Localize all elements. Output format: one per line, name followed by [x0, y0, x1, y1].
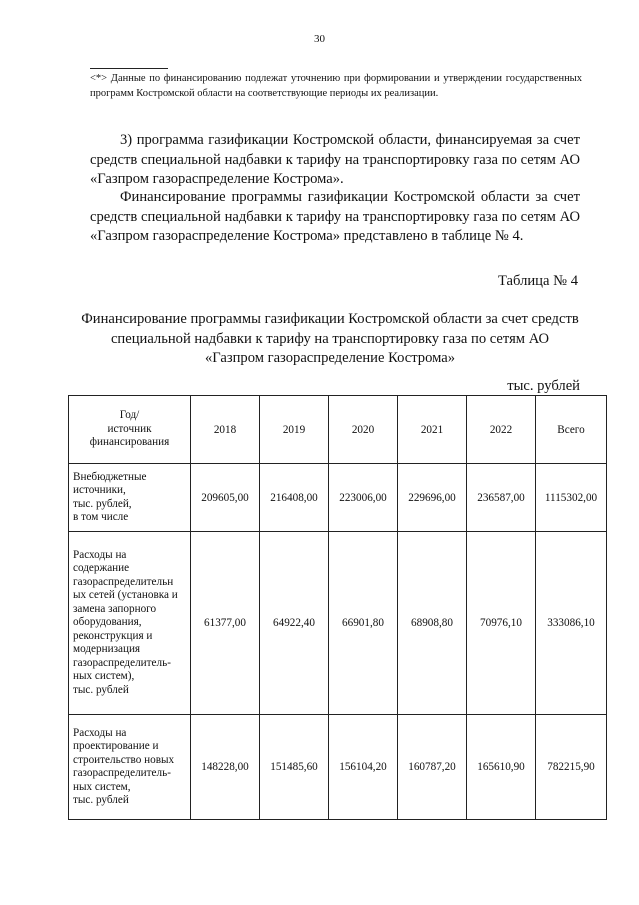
- cell-value: 156104,20: [329, 715, 398, 820]
- cell-value: 165610,90: [467, 715, 536, 820]
- header-source-line: Год/: [119, 409, 140, 422]
- table-row: [69, 715, 607, 820]
- header-source-cell: [69, 396, 191, 464]
- cell-value-total: 782215,90: [536, 715, 607, 820]
- cell-value: 61377,00: [191, 532, 260, 715]
- row-label-line: Расходы на: [73, 548, 127, 561]
- row-label-line: тыс. рублей: [73, 683, 129, 696]
- cell-value: 236587,00: [467, 464, 536, 532]
- cell-value: 68908,80: [398, 532, 467, 715]
- table-label: Таблица № 4: [498, 273, 578, 289]
- row-label-line: источники,: [73, 484, 126, 496]
- cell-value: 216408,00: [260, 464, 329, 532]
- row-label-line: ных систем,: [73, 780, 131, 793]
- footnote-rule: [90, 68, 168, 69]
- row-label-line: газораспределительн: [73, 575, 174, 588]
- cell-value: 209605,00: [191, 464, 260, 532]
- row-label-line: замена запорного: [73, 602, 157, 615]
- units-label: тыс. рублей: [507, 378, 580, 394]
- paragraph-financing: [90, 188, 580, 247]
- cell-value: 223006,00: [329, 464, 398, 532]
- row-label-construction: [69, 715, 191, 820]
- row-label-line: оборудования,: [73, 616, 142, 629]
- cell-value: 148228,00: [191, 715, 260, 820]
- header-year-2019: 2019: [260, 396, 329, 464]
- page-number: 30: [314, 33, 325, 45]
- table-row: [69, 532, 607, 715]
- paragraph-financing-text: Финансирование программы газификации Костромской области за счет средств специальной надбавки к тарифу на транспортировку газа по сетям АО «Газпром газораспределение Кострома» представлено в таблице № 4.: [90, 189, 580, 244]
- row-label-line: тыс. рублей: [73, 794, 129, 806]
- financing-table: [68, 395, 607, 820]
- paragraph-program-3-text: 3) программа газификации Костромской области, финансируемая за счет средств специальной надбавки к тарифу на транспортировку газа по сетям АО «Газпром газораспределение Кострома».: [90, 132, 580, 187]
- header-source-line: финансирования: [89, 436, 170, 449]
- header-year-2018: 2018: [191, 396, 260, 464]
- cell-value: 64922,40: [260, 532, 329, 715]
- row-label-line: строительство новых: [73, 753, 175, 766]
- cell-value: 66901,80: [329, 532, 398, 715]
- cell-value: 229696,00: [398, 464, 467, 532]
- header-total: Всего: [536, 396, 607, 464]
- row-label-line: ых сетей (установка и: [73, 589, 178, 602]
- row-label-line: ных систем),: [73, 670, 135, 683]
- row-label-line: содержание: [73, 562, 130, 575]
- cell-value: 160787,20: [398, 715, 467, 820]
- row-label-line: в том числе: [73, 511, 129, 523]
- row-label-line: модернизация: [73, 643, 141, 656]
- header-year-2021: 2021: [398, 396, 467, 464]
- header-year-2020: 2020: [329, 396, 398, 464]
- table-row: [69, 464, 607, 532]
- cell-value: 151485,60: [260, 715, 329, 820]
- cell-value-total: 333086,10: [536, 532, 607, 715]
- row-label-extrabudgetary: [69, 464, 191, 532]
- paragraph-program-3: [90, 131, 580, 190]
- row-label-line: тыс. рублей,: [73, 497, 132, 510]
- row-label-line: Внебюджетные: [73, 470, 147, 483]
- header-year-2022: 2022: [467, 396, 536, 464]
- cell-value-total: 1115302,00: [536, 464, 607, 532]
- row-label-line: реконструкция и: [73, 629, 153, 642]
- row-label-line: Расходы на: [73, 726, 127, 739]
- footnote: <*> Данные по финансированию подлежат уточнению при формировании и утверждении государственных программ Костромской области на соответствующие периоды их реализации.: [90, 73, 582, 99]
- row-label-line: газораспределитель-: [73, 767, 171, 779]
- table-title: Финансирование программы газификации Костромской области за счет средств специальной надбавки к тарифу на транспортировку газа по сетям АО «Газпром газораспределение Кострома»: [81, 311, 579, 366]
- cell-value: 70976,10: [467, 532, 536, 715]
- row-label-line: газораспределитель-: [73, 656, 171, 669]
- row-label-maintenance: [69, 532, 191, 715]
- header-source-line: источник: [107, 422, 152, 435]
- row-label-line: проектирование и: [73, 740, 159, 752]
- table-header-row: [69, 396, 607, 464]
